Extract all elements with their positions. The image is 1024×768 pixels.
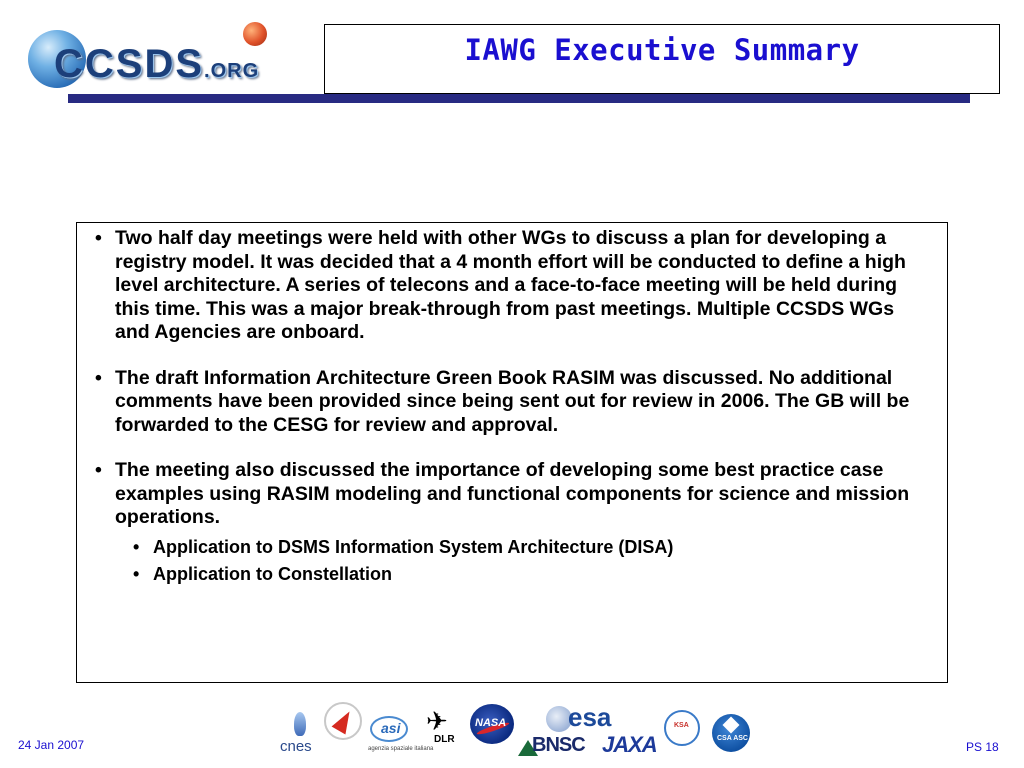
- esa-logo: esa: [546, 704, 626, 732]
- sub-bullet-text: Application to Constellation: [153, 563, 392, 584]
- bullet-icon: •: [133, 563, 140, 584]
- page-title: IAWG Executive Summary: [464, 33, 860, 67]
- logo-wordmark: CCSDS.ORG: [54, 42, 260, 86]
- bullet-item: [87, 227, 921, 345]
- bullet-icon: •: [95, 459, 102, 481]
- footer-date: 24 Jan 2007: [18, 738, 85, 752]
- content-box: [76, 222, 948, 683]
- bullet-icon: •: [95, 366, 102, 389]
- footer-page-number: PS 18: [966, 740, 999, 754]
- csa-logo: CSA ASC: [712, 714, 750, 752]
- asi-logo: asi agenzia spaziale italiana: [364, 716, 414, 766]
- bullet-text: The meeting also discussed the importance of developing some best practice case examples using RASIM modeling and functional components for science and mission operations.: [115, 459, 910, 528]
- header-divider-bar: [68, 94, 970, 103]
- flame-icon: [294, 712, 306, 736]
- jaxa-logo: JAXA: [602, 732, 657, 757]
- sub-bullet-item: [87, 563, 921, 585]
- roscosmos-logo: [324, 702, 362, 740]
- bnsc-logo: BNSC: [518, 734, 584, 760]
- bullet-list: [87, 227, 921, 585]
- nasa-logo: NASA: [470, 704, 514, 744]
- ccsds-logo: [26, 20, 296, 92]
- maple-leaf-icon: [723, 717, 740, 734]
- sub-bullet-item: [87, 536, 921, 558]
- rocket-arrow-icon: [332, 707, 357, 734]
- bullet-text: Two half day meetings were held with other WGs to discuss a plan for developing a registry model. It was decided that a 4 month effort will be conducted to define a high level architecture. A series of telecons and a face-to-face meeting will be held during this time. This was a major break-through from past meetings. Multiple CCSDS WGs and Agencies are onboard.: [115, 227, 906, 343]
- bullet-icon: •: [95, 227, 102, 249]
- dlr-bird-icon: ✈: [426, 706, 448, 736]
- bullet-item: [87, 367, 921, 438]
- cnes-logo: cnes: [280, 712, 320, 758]
- ksa-logo: KSA: [664, 710, 700, 746]
- bullet-text: The draft Information Architecture Green Book RASIM was discussed. No additional comments have been provided since being sent out for review in 2006. The GB will be forwarded to the CESG for review and approval.: [115, 366, 910, 436]
- dlr-logo: ✈ DLR: [426, 706, 455, 745]
- title-box: [324, 24, 1000, 94]
- sub-bullet-text: Application to DSMS Information System Architecture (DISA): [153, 536, 674, 557]
- bullet-item: [87, 459, 921, 530]
- bullet-icon: •: [133, 536, 140, 557]
